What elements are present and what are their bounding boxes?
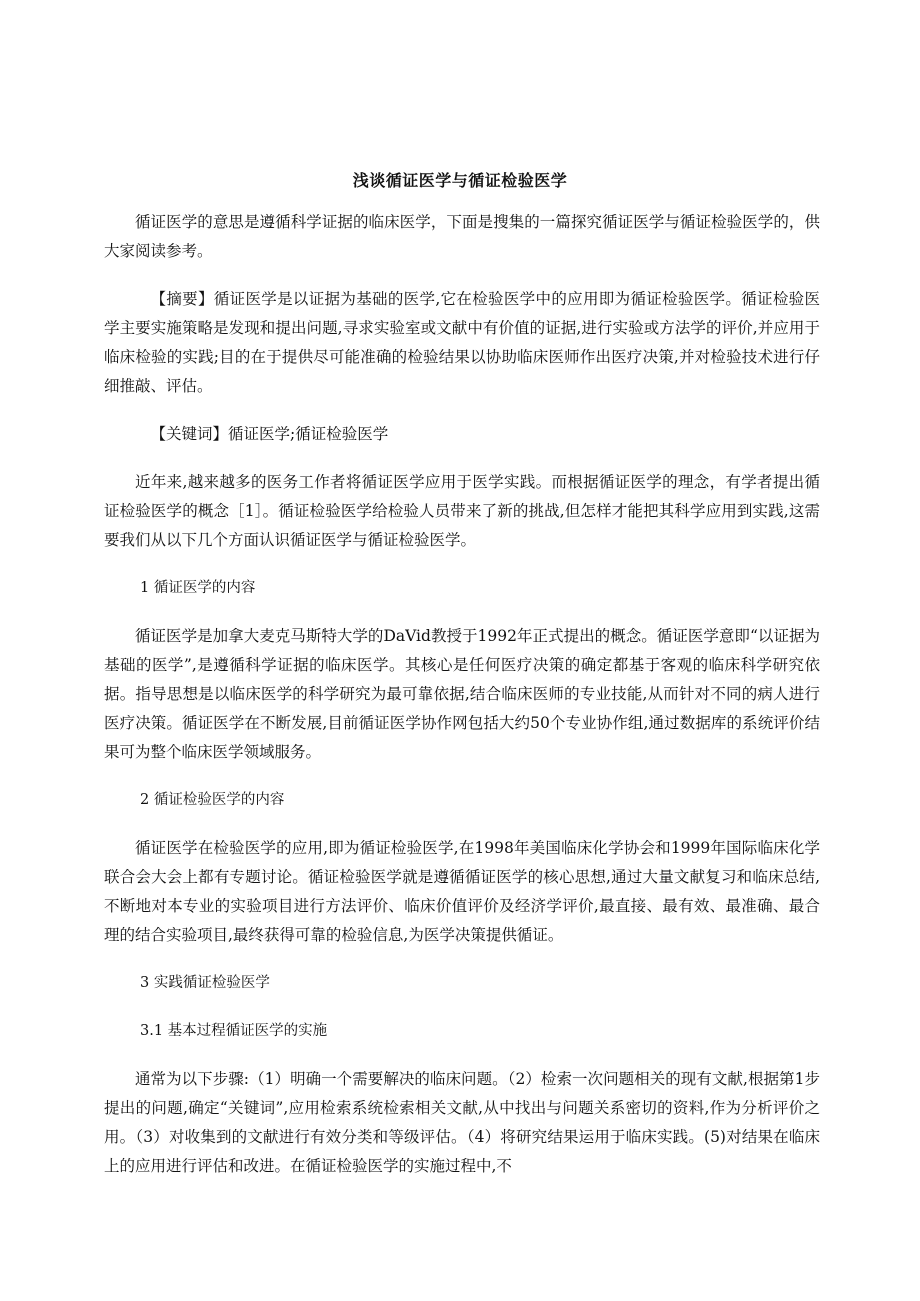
section-heading-3: 3 实践循证检验医学 <box>140 975 270 991</box>
section-heading-2: 2 循证检验医学的内容 <box>140 792 285 808</box>
keywords-paragraph: 【关键词】循证医学;循证检验医学 <box>150 425 389 443</box>
abstract-paragraph: 【摘要】循证医学是以证据为基础的医学,它在检验医学中的应用即为循证检验医学。循证检验医学主要实施策略是发现和提出问题,寻求实验室或文献中有价值的证据,进行实验或方法学的评价,并应用于临床检验的实践;目的在于提供尽可能准确的检验结果以协助临床医师作出医疗决策,并对检验技术进行仔细推敲、评估。 <box>104 290 820 395</box>
subsection-heading-3-1: 3.1 基本过程循证医学的实施 <box>140 1023 328 1039</box>
section-2-paragraph: 循证医学在检验医学的应用,即为循证检验医学,在1998年美国临床化学协会和1999年国际临床化学联合会大会上都有专题讨论。循证检验医学就是遵循循证医学的核心思想,通过大量文献复习和临床总结,不断地对本专业的实验项目进行方法评价、临床价值评价及经济学评价,最直接、最有效、最准确、最合理的结合实验项目,最终获得可靠的检验信息,为医学决策提供循证。 <box>104 839 820 944</box>
subsection-3-1-paragraph: 通常为以下步骤:（1）明确一个需要解决的临床问题。（2）检索一次问题相关的现有文献,根据第1步提出的问题,确定“关键词”,应用检索系统检索相关文献,从中找出与问题关系密切的资料,作为分析评价之用。（3）对收集到的文献进行有效分类和等级评估。（4）将研究结果运用于临床实践。(5)对结果在临床上的应用进行评估和改进。在循证检验医学的实施过程中,不 <box>104 1070 820 1175</box>
section-heading-1: 1 循证医学的内容 <box>140 580 256 596</box>
introduction-paragraph: 近年来,越来越多的医务工作者将循证医学应用于医学实践。而根据循证医学的理念，有学者提出循证检验医学的概念［1］。循证检验医学给检验人员带来了新的挑战,但怎样才能把其科学应用到实践,这需要我们从以下几个方面认识循证医学与循证检验医学。 <box>104 473 820 549</box>
document-title: 浅谈循证医学与循证检验医学 <box>352 171 568 190</box>
document-body <box>104 208 820 1200</box>
intro-paragraph: 循证医学的意思是遵循科学证据的临床医学，下面是搜集的一篇探究循证医学与循证检验医学的，供大家阅读参考。 <box>104 213 820 260</box>
section-1-paragraph: 循证医学是加拿大麦克马斯特大学的DaVid教授于1992年正式提出的概念。循证医学意即“以证据为基础的医学”,是遵循科学证据的临床医学。其核心是任何医疗决策的确定都基于客观的临床科学研究依据。指导思想是以临床医学的科学研究为最可靠依据,结合临床医师的专业技能,从而针对不同的病人进行医疗决策。循证医学在不断发展,目前循证医学协作网包括大约50个专业协作组,通过数据库的系统评价结果可为整个临床医学领域服务。 <box>104 627 820 761</box>
